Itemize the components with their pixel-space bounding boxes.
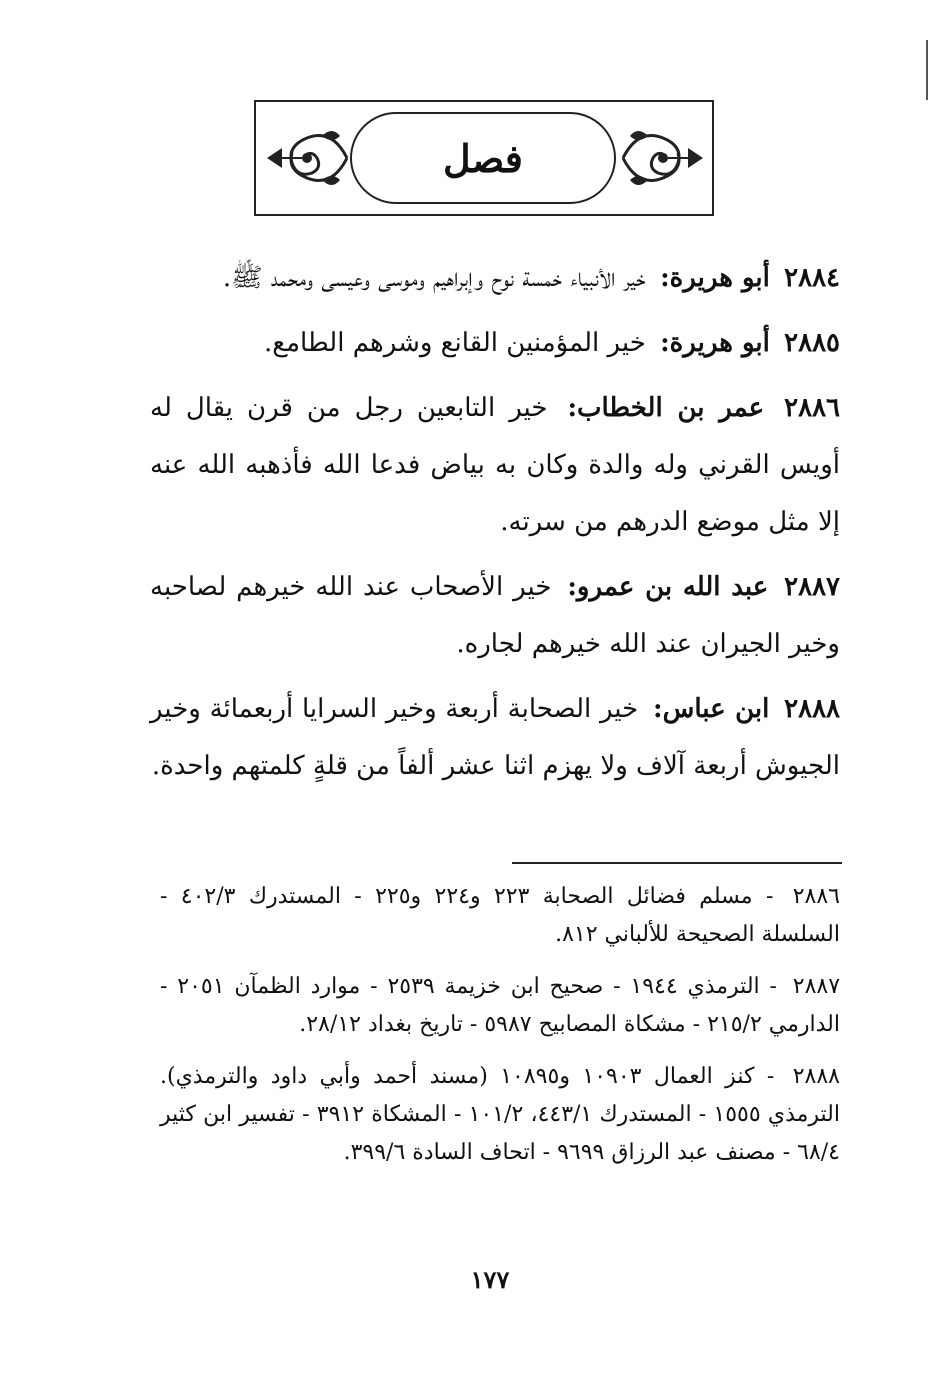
hadith-number: ٢٨٨٦ <box>784 393 840 423</box>
footnote <box>160 878 840 954</box>
hadith-text: خير الأصحاب عند الله خيرهم لصاحبه وخير الجيران عند الله خيرهم لجاره. <box>150 572 840 659</box>
footnote-divider <box>512 862 842 864</box>
footnote <box>160 1058 840 1172</box>
hadith-number: ٢٨٨٧ <box>784 572 841 602</box>
scan-edge-line <box>926 40 928 100</box>
hadith-narrator: أبو هريرة: <box>660 263 770 293</box>
hadith-entry <box>150 681 840 795</box>
footnote-number: ٢٨٨٨ <box>792 1064 840 1089</box>
hadith-entry <box>150 250 840 307</box>
hadith-text: خير التابعين رجل من قرن يقال له أويس القرني وله والدة وكان به بياض فدعا الله فأذهبه الله عنه إلا مثل موضع الدرهم من سرته. <box>150 393 840 537</box>
hadith-number: ٢٨٨٨ <box>784 694 840 724</box>
footnote-text: - مسلم فضائل الصحابة ٢٢٣ و٢٢٤ و٢٢٥ - المستدرك ٤٠٢/٣ - السلسلة الصحيحة للألباني ٨١٢. <box>160 884 840 947</box>
hadith-narrator: عمر بن الخطاب: <box>567 393 765 423</box>
hadith-text: خير الأنبياء خمسة نوح وإبراهيم وموسى وعيسى ومحمد ﷺ. <box>222 263 646 293</box>
footnote-number: ٢٨٨٦ <box>792 884 840 909</box>
footnote <box>160 968 840 1044</box>
hadith-entry <box>150 315 840 372</box>
footnote-text: - الترمذي ١٩٤٤ - صحيح ابن خزيمة ٢٥٣٩ - موارد الظمآن ٢٠٥١ - الدارمي ٢١٥/٢ - مشكاة المصابيح ٥٩٨٧ - تاريخ بغداد ٢٨/١٢. <box>160 974 840 1037</box>
footnotes <box>160 878 840 1186</box>
hadith-text: خير الصحابة أربعة وخير السرايا أربعمائة وخير الجيوش أربعة آلاف ولا يهزم اثنا عشر ألفاً من قلةٍ كلمتهم واحدة. <box>150 694 840 781</box>
hadith-entry <box>150 380 840 551</box>
left-ornament-icon <box>262 118 352 198</box>
hadith-text: خير المؤمنين القانع وشرهم الطامع. <box>264 328 646 358</box>
section-title: فصل <box>443 135 523 181</box>
hadith-narrator: عبد الله بن عمرو: <box>567 572 769 602</box>
footnote-text: - كنز العمال ١٠٩٠٣ و١٠٨٩٥ (مسند أحمد وأبي داود والترمذي). الترمذي ١٥٥٥ - المستدرك ٤٤٣/١، ١٠١/٢ - المشكاة ٣٩١٢ - تفسير ابن كثير ٦٨/٤ - مصنف عبد الرزاق ٩٦٩٩ - اتحاف السادة ٣٩٩/٦. <box>160 1064 840 1165</box>
page-number: ١٧٧ <box>470 1265 510 1294</box>
hadith-number: ٢٨٨٥ <box>784 328 840 358</box>
hadith-list <box>150 250 840 803</box>
footnote-number: ٢٨٨٧ <box>792 974 841 999</box>
hadith-entry <box>150 559 840 673</box>
hadith-narrator: أبو هريرة: <box>660 328 770 358</box>
hadith-number: ٢٨٨٤ <box>784 263 840 293</box>
hadith-narrator: ابن عباس: <box>652 694 770 724</box>
right-ornament-icon <box>618 118 708 198</box>
